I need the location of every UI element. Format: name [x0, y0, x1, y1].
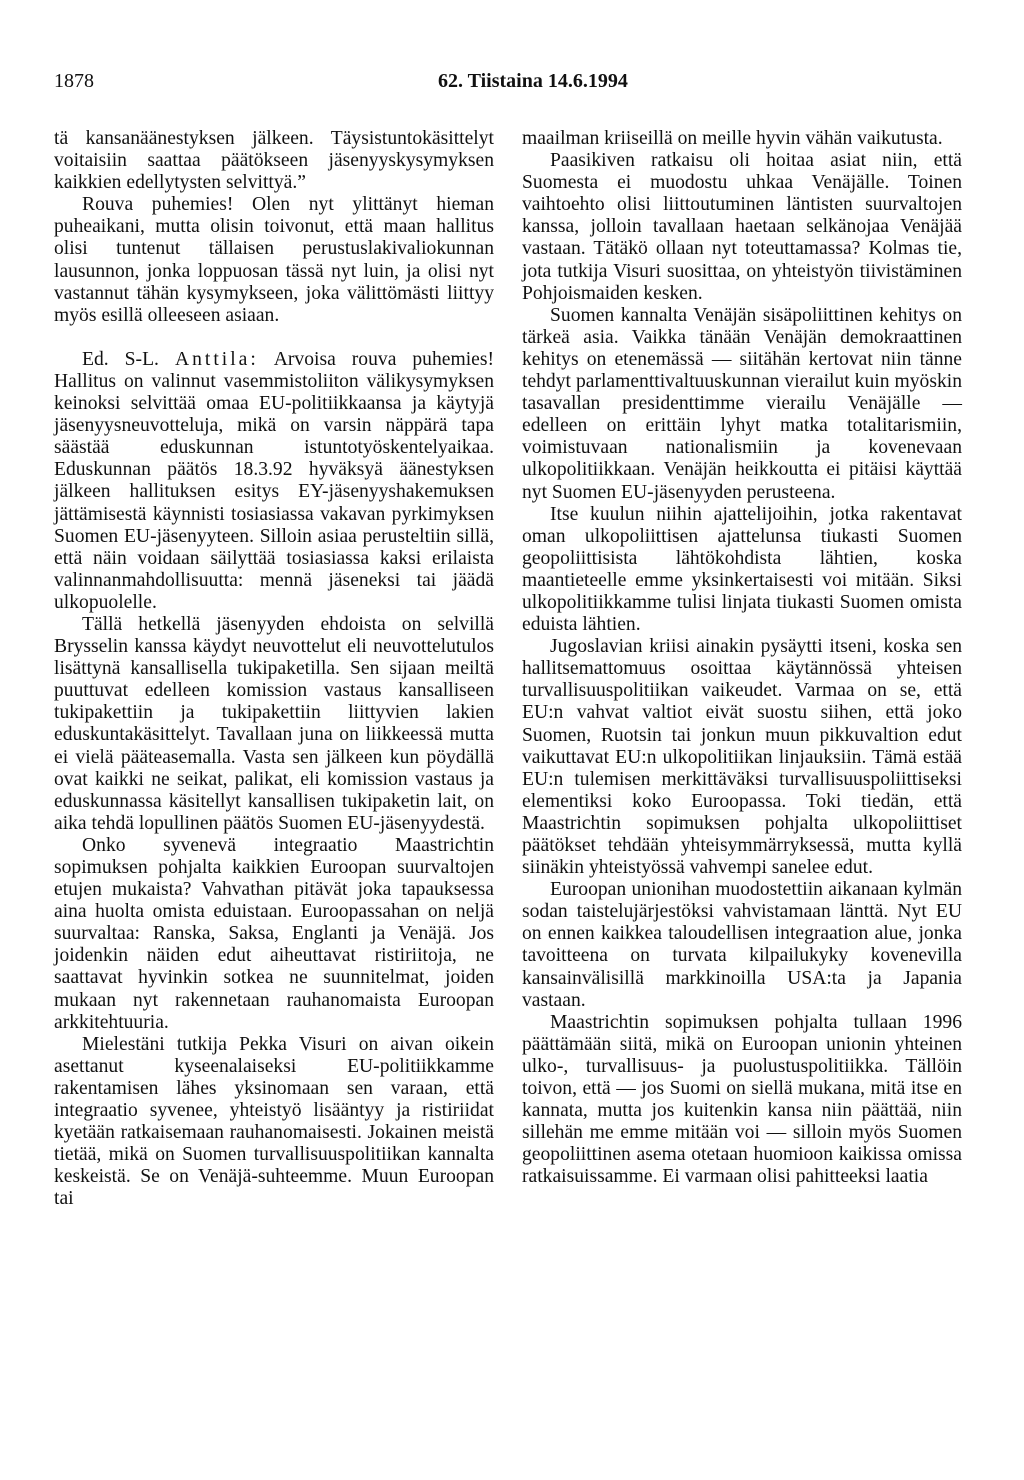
speech-text: Arvoisa rouva puhemies! Hallitus on valinnut vasemmistoliiton välikysymyksen keinoksi selvittää omaa EU-politiikkaansa ja käytyjä jäsenyysneuvotteluja, mikä on varsin näppärä tapa säästää eduskunnan istuntotyöskentelyaikaa. Eduskunnan päätös 18.3.92 hyväksyä äänestyksen jälkeen hallituksen esitys EY-jäsenyyshakemuksen jättämisestä käynnisti tosiasiassa vakavan pyrkimyksen Suomen EU-jäsenyyteen. Silloin asiaa perusteltiin sillä, että näin voidaan säilyttää tosiasiassa kaksi erilaista valinnanmahdollisuutta: mennä jäseneksi tai jäädä ulkopuolelle. [54, 348, 494, 613]
paragraph: Jugoslavian kriisi ainakin pysäytti itseni, koska sen hallitsemattomuus osoittaa käytännössä yhteisen turvallisuuspolitiikan vaikeudet. Varmaa on se, että EU:n vahvat valtiot eivät suostu siihen, että joko Suomen, Ruotsin tai jonkun muun pikkuvaltion edut vaikuttavat EU:n ulkopolitiikan linjauksiin. Tämä estää EU:n tulemisen merkittäväksi turvallisuuspoliittiseksi elementiksi koko Euroopassa. Toki tiedän, että Maastrichtin sopimuksen pohjalta ulkopoliittiset päätökset tehdään yhteisymmärryksessä, mutta kyllä siinäkin yhteistyössä vahvempi sanelee edut. [522, 636, 962, 879]
paragraph: Maastrichtin sopimuksen pohjalta tullaan 1996 päättämään siitä, mikä on Euroopan unionin yhteinen ulko-, turvallisuus- ja puolustuspolitiikka. Tällöin toivon, että — jos Suomi on siellä mukana, mitä itse en kannata, mutta jos kuitenkin kansa niin päättää, niin sillehän me emme mitään voi — silloin myös Suomen geopoliittinen asema otetaan huomioon kaikissa omissa ratkaisuissamme. Ei varmaan olisi pahitteeksi laatia [522, 1011, 962, 1188]
page-header [54, 66, 964, 96]
paragraph: Mielestäni tutkija Pekka Visuri on aivan oikein asettanut kyseenalaiseksi EU-politiikkamme rakentamisen lähes yksinomaan sen varaan, että integraatio syvenee, yhteistyö lisääntyy ja ristiriidat kyetään ratkaisemaan rauhanomaisesti. Jokainen meistä tietää, mikä on Suomen turvallisuuspolitiikan kannalta keskeistä. Se on Venäjä-suhteemme. Muun Euroopan tai [54, 1033, 494, 1210]
speaker-paragraph [54, 349, 494, 614]
paragraph: Onko syvenevä integraatio Maastrichtin sopimuksen pohjalta kaikkien Euroopan suurvaltojen etujen mukaista? Vahvathan pitävät joka tapauksessa aina huolta omista eduistaan. Euroopassahan on neljä suurvaltaa: Ranska, Saksa, Englanti ja Venäjä. Jos joidenkin näiden edut aiheuttavat ristiriitoja, ne saattavat hyvinkin sotkea ne suunnitelmat, joiden mukaan nyt rakennetaan rauhanomaista Euroopan arkkitehtuuria. [54, 834, 494, 1033]
right-column [522, 128, 962, 1189]
paragraph: maailman kriiseillä on meille hyvin vähän vaikutusta. [522, 128, 943, 149]
paragraph: Paasikiven ratkaisu oli hoitaa asiat niin, että Suomesta ei muodostu uhkaa Venäjälle. Toinen vaihtoehto olisi liittoutuminen läntisten suurvaltojen kanssa, jolloin tavallaan haetaan selkänojaa Venäjää vastaan. Tätäkö ollaan nyt toteuttamassa? Kolmas tie, jota tutkija Visuri suosittaa, on yhteistyön tiivistäminen Pohjoismaiden kesken. [522, 150, 962, 304]
page-number: 1878 [54, 70, 94, 92]
paragraph: Itse kuulun niihin ajattelijoihin, jotka rakentavat oman ulkopoliittisen ajattelunsa tiukasti Suomen geopoliittisista lähtökohdista lähtien, koska maantieteelle emme yksinkertaisesti voi mitään. Siksi ulkopolitiikkamme tulisi linjata tiukasti Suomen omista eduista lähtien. [522, 503, 962, 636]
paragraph: Suomen kannalta Venäjän sisäpoliittinen kehitys on tärkeä asia. Vaikka tänään Venäjän demokraattinen kehitys on etenemässä — siitähän kertovat niin tänne tehdyt parlamenttivaltuuskunnan vierailut kuin myöskin tasavallan presidenttimme vierailu Venäjälle — edelleen on erittäin lyhyt matka totalitarismiin, voimistuvaan nationalismiin ja kovenevaan ulkopolitiikkaan. Venäjän heikkoutta ei pitäisi käyttää nyt Suomen EU-jäsenyyden perusteena. [522, 304, 962, 503]
paragraph: Tällä hetkellä jäsenyyden ehdoista on selvillä Brysselin kanssa käydyt neuvottelut eli neuvottelutulos lisättynä kansallisella tukipaketilla. Sen sijaan meiltä puuttuvat edelleen komission vastaus kansalliseen tukipakettiin ja tukipakettiin liittyvien lakien eduskuntakäsittelyt. Tavallaan juna on liikkeessä mutta ei vielä pääteasemalla. Vasta sen jälkeen kun pöydällä ovat kaikki ne seikat, palikat, eli komission vastaus ja eduskunnassa käsitellyt kansallisen tukipaketin lait, on aika tehdä lopullinen päätös Suomen EU-jäsenyydestä. [54, 613, 494, 834]
paragraph: tä kansanäänestyksen jälkeen. Täysistuntokäsittelyt voitaisiin saattaa päätökseen jäsenyyskysymyksen kaikkien edellytysten selvittyä.” [54, 128, 494, 194]
speaker-name: Anttila: [174, 348, 259, 370]
left-column [54, 128, 494, 1211]
paragraph: Rouva puhemies! Olen nyt ylittänyt hieman puheaikani, mutta olisin toivonut, että maan hallitus olisi tuntenut tällaisen perustuslakivaliokunnan lausunnon, jonka loppuosan tässä nyt luin, ja olisi nyt vastannut tähän kysymykseen, joka välittömästi liittyy myös esillä olleeseen asiaan. [54, 194, 494, 326]
speaker-prefix: Ed. S-L. [82, 348, 159, 370]
paragraph: Euroopan unionihan muodostettiin aikanaan kylmän sodan taistelujärjestöksi vahvistamaan länttä. Nyt EU on ennen kaikkea taloudellisen integraation alue, jonka tavoitteena on turvata kilpailukyky kovenevilla kansainvälisillä markkinoilla USA:ta ja Japania vastaan. [522, 879, 962, 1011]
session-date-header: 62. Tiistaina 14.6.1994 [438, 70, 628, 92]
